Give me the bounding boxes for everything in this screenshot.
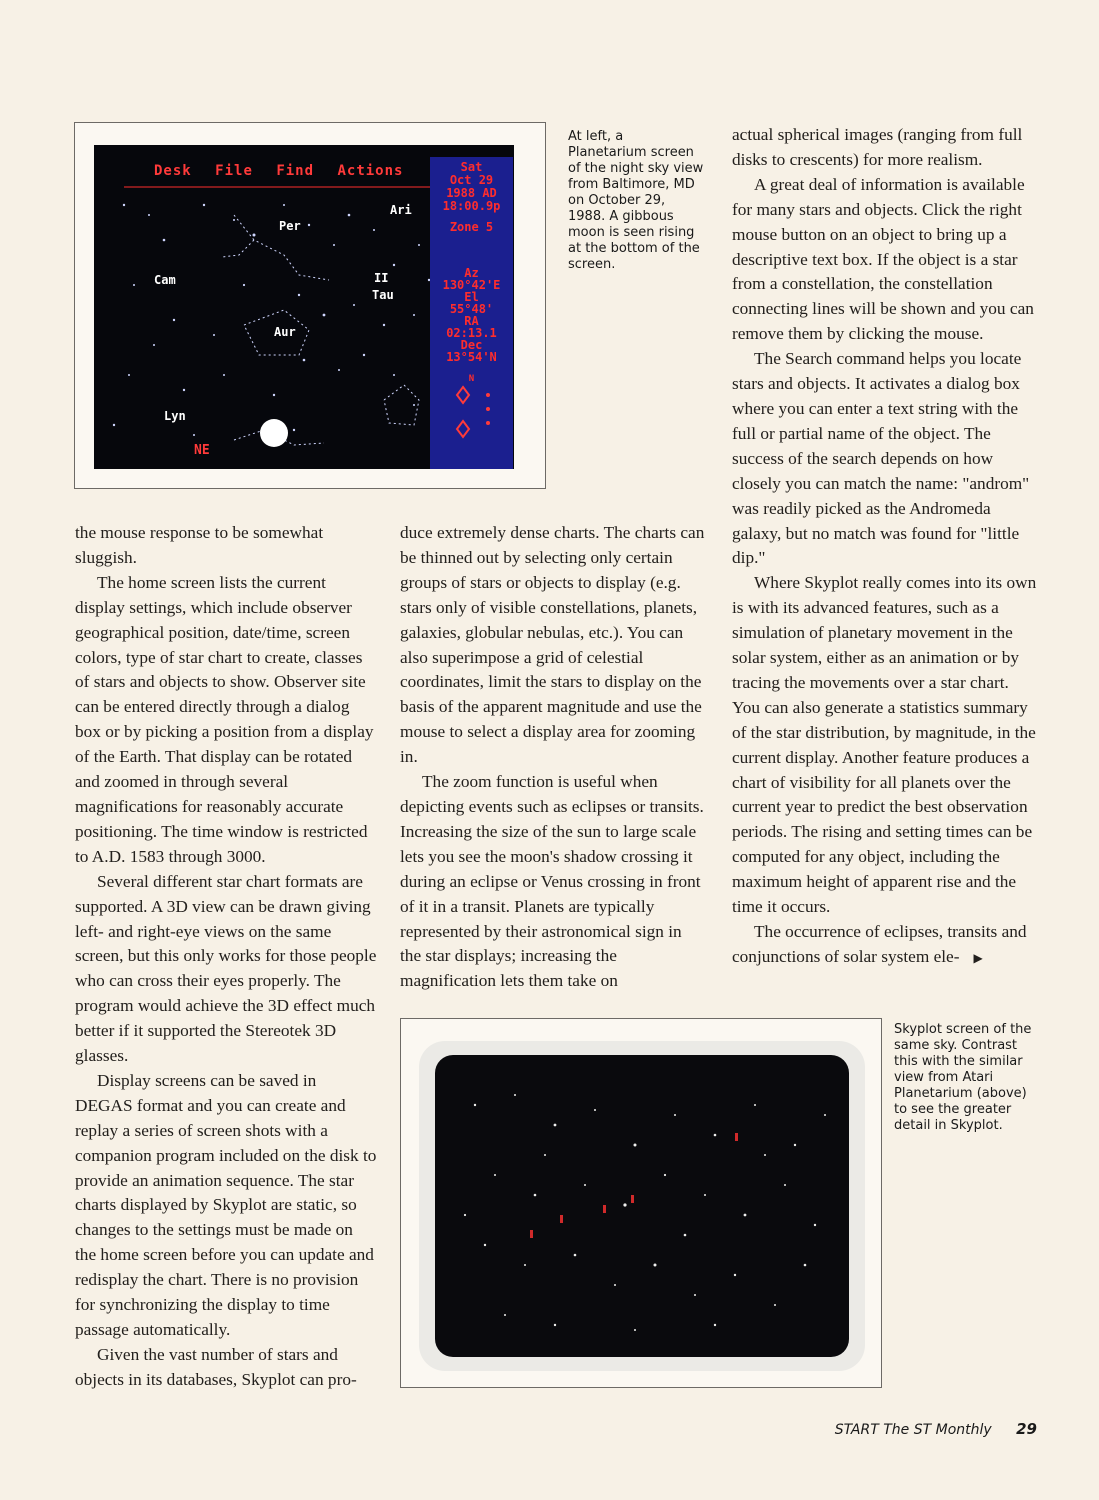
col3-paragraph: Where Skyplot really comes into its own is with its advanced features, such as a simulation of planetary movement in the solar system, either as an animation or by tracing the movements over a star chart. You can also generate a statistics summary of the star distribution, by magnitude, in the current display. Another feature produces a chart of visibility for all planets over the current year to predict the best observation periods. The rising and setting times can be computed for any object, including the maximum height of apparent rise and the time it occurs.	[732, 573, 1037, 917]
col2-paragraph: The zoom function is useful when depicting events such as eclipses or transits. Increasing the size of the sun to large scale lets you see the moon's shadow crossing it during an eclipse or Venus crossing in front of it in a transit. Planets are typically represented by their astronomical sign in the star displays; increasing the magnification lets them take on	[400, 772, 704, 991]
info-panel	[430, 157, 513, 469]
dec-label: Dec	[460, 338, 483, 352]
col3-paragraph	[732, 920, 1038, 971]
label-cam: Cam	[154, 273, 176, 287]
label-per: Per	[279, 219, 301, 233]
caption-skyplot: Skyplot screen of the same sky. Contrast this with the similar view from Atari Planetarium (above) to see the greater detail in Skyplot.	[894, 1022, 1032, 1133]
date-month-day: Oct 29	[449, 173, 494, 187]
stars	[113, 204, 430, 436]
moon	[260, 419, 288, 447]
zone-label: Zone 5	[449, 220, 494, 234]
skyplot-stars	[464, 1094, 826, 1331]
page-footer	[835, 1420, 1037, 1438]
col1-paragraph: Several different star chart formats are supported. A 3D view can be drawn giving left- and right-eye views on the same screen, but this only works for those people who can cross their eyes properly. The program would achieve the 3D effect much better if it supported the Stereotek 3D glasses.	[75, 871, 377, 1066]
menu-desk[interactable]: Desk	[154, 163, 192, 179]
el-value: 55°48'	[449, 302, 494, 316]
label-lyn: Lyn	[164, 409, 186, 423]
text-column-2	[400, 521, 706, 994]
magazine-tagline: The ST Monthly	[883, 1422, 992, 1438]
text-column-3	[732, 123, 1038, 971]
skyplot-star-svg	[435, 1055, 849, 1357]
skyplot-red-markers	[530, 1133, 738, 1238]
continue-arrow-icon: ▶	[973, 950, 983, 965]
compass-down-icon[interactable]	[457, 421, 469, 437]
col3-last-text: The occurrence of eclipses, transits and conjunctions of solar system ele-	[732, 922, 1027, 966]
col3-paragraph: The Search command helps you locate stars and objects. It activates a dialog box where you can enter a text string with the full or partial name of the object. The success of the search depends on how closely you can match the name: "androm" was readily picked as the Andromeda galaxy, but no match was found for "little dip."	[732, 349, 1030, 568]
compass-label: N	[468, 374, 475, 384]
menu-actions[interactable]: Actions	[337, 163, 404, 179]
col1-paragraph: The home screen lists the current display settings, which include observer geographical position, date/time, screen colors, type of star chart to create, classes of stars and objects to show. Observer site can be entered directly through a dialog box or by picking a position from a display of the Earth. That display can be rotated and zoomed in through several magnifications for reasonably accurate positioning. The time window is restricted to A.D. 1583 through 3000.	[75, 572, 374, 866]
date-year: 1988 AD	[446, 186, 497, 200]
label-ari: Ari	[390, 203, 412, 217]
menu-find[interactable]: Find	[276, 163, 315, 179]
date-day: Sat	[460, 160, 483, 174]
text-column-1	[75, 521, 378, 1393]
label-tau: Tau	[372, 288, 394, 302]
menu-bar	[154, 163, 403, 179]
ra-value: 02:13.1	[446, 326, 497, 340]
page-number: 29	[1016, 1420, 1037, 1438]
magazine-name: START	[834, 1422, 879, 1438]
date-time: 18:00.9p	[442, 199, 501, 213]
constellation-lines	[222, 215, 419, 445]
dec-value: 13°54'N	[446, 350, 497, 364]
compass-icons	[430, 383, 513, 453]
az-label: Az	[464, 266, 479, 280]
col1-paragraph: the mouse response to be somewhat sluggish.	[75, 523, 324, 567]
el-label: El	[464, 290, 479, 304]
az-value: 130°42'E	[442, 278, 501, 292]
col1-paragraph: Display screens can be saved in DEGAS format and you can create and replay a series of screen shots with a companion program included on the disk to provide an animation sequence. The star charts displayed by Skyplot are static, so changes to the settings must be made on the home screen before you can update and redisplay the chart. There is no provision for synchronizing the display to time passage automatically.	[75, 1070, 377, 1339]
planetarium-screen	[94, 145, 514, 469]
col3-paragraph: actual spherical images (ranging from full disks to crescents) for more realism.	[732, 125, 1023, 169]
skyplot-monitor	[419, 1041, 865, 1371]
skyplot-figure	[400, 1018, 882, 1388]
col1-paragraph: Given the vast number of stars and objects in its databases, Skyplot can pro-	[75, 1344, 357, 1389]
col2-paragraph: duce extremely dense charts. The charts can be thinned out by selecting only certain groups of stars or objects to display (e.g. stars only of visible constellations, planets, galaxies, globular nebulas, etc.). You can also superimpose a grid of celestial coordinates, limit the stars to display on the basis of the apparent magnitude and use the mouse to select a display area for zooming in.	[400, 523, 705, 767]
label-aur: Aur	[274, 325, 296, 339]
label-gemini: II	[374, 271, 389, 285]
skyplot-screen	[435, 1055, 849, 1357]
direction-label: NE	[194, 443, 210, 458]
caption-planetarium: At left, a Planetarium screen of the night sky view from Baltimore, MD on October 29, 1988. A gibbous moon is seen rising at the bottom of the screen.	[568, 129, 704, 272]
ra-label: RA	[464, 314, 479, 328]
col3-paragraph: A great deal of information is available for many stars and objects. Click the right mouse button on an object to bring up a descriptive text box. If the object is a star from a constellation, the constellation connecting lines will be shown and you can remove them by clicking the mouse.	[732, 174, 1034, 344]
menu-file[interactable]: File	[215, 163, 253, 179]
compass-up-icon[interactable]	[457, 387, 469, 403]
